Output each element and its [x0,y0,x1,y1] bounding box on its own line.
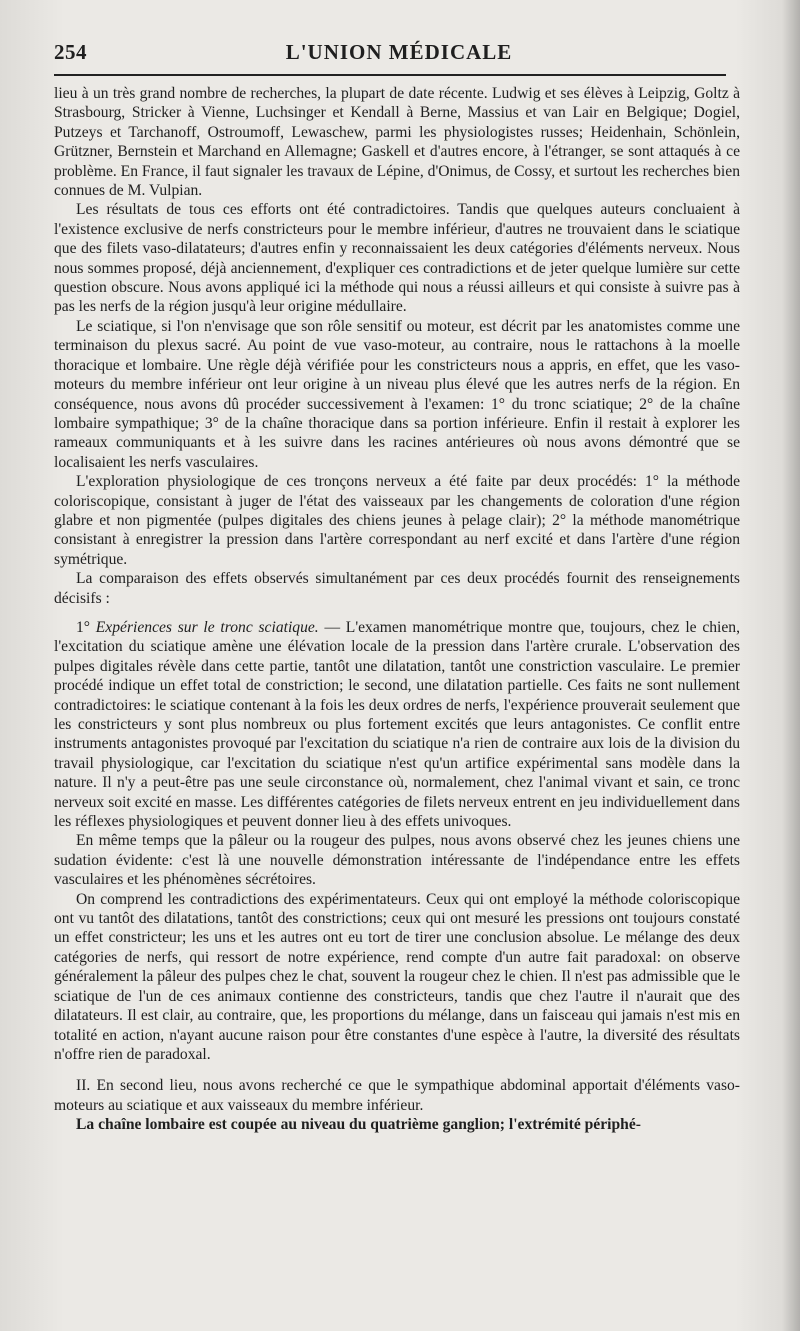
body-text [54,84,740,1135]
paragraph: On comprend les contradictions des expérimentateurs. Ceux qui ont employé la méthode coloriscopique ont vu tantôt des dilatations, tantôt des constrictions; ceux qui ont mesuré les pressions ont toujours constaté un effet constricteur; les uns et les autres ont eu tort de tirer une conclusion absolue. Le mélange des deux catégories de nerfs, qui ressort de notre expérience, rend compte d'un autre fait paradoxal: on observe généralement la pâleur des pulpes chez le chat, souvent la rougeur chez le chien. Il n'est pas admissible que le sciatique de l'un de ces animaux contienne des constricteurs, tandis que chez l'autre il n'aurait que des dilatateurs. Il est clair, au contraire, que, les proportions du mélange, dans un faisceau qui jamais n'est mis en totalité en action, n'ayant aucune raison pour être constantes d'une espèce à l'autre, la diversité des résultats n'offre rien de paradoxal. [54,890,740,1063]
page-edge-shadow [782,0,800,1331]
section-number: 1° [76,618,96,636]
page-header [54,38,744,72]
paragraph: L'exploration physiologique de ces tronçons nerveux a été faite par deux procédés: 1° la méthode coloriscopique, consistant à juger de l'état des vaisseaux par les changements de coloration d'une région glabre et non pigmentée (pulpes digitales des chiens jeunes à pelage clair); 2° la méthode manométrique consistant à enregistrer la pression dans l'artère correspondant au nerf excité et dans l'artère d'une région symétrique. [54,473,740,568]
paragraph: Le sciatique, si l'on n'envisage que son rôle sensitif ou moteur, est décrit par les anatomistes comme une terminaison du plexus sacré. Au point de vue vaso-moteur, au contraire, nous le rattachons à la moelle thoracique et lombaire. Une règle déjà vérifiée pour les constricteurs nous a appris, en effet, que les vaso-moteurs du membre inférieur ont leur origine à un niveau plus élevé que les autres nerfs de la région. En conséquence, nous avons dû procéder successivement à l'examen: 1° du tronc sciatique; 2° de la chaîne lombaire sympathique; 3° de la chaîne thoracique dans sa portion inférieure. Enfin il restait à explorer les rameaux communiquants et à les suivre dans les racines antérieures où nous avons démontré que se localisaient les nerfs vasculaires. [54,317,740,471]
paragraph: Les résultats de tous ces efforts ont été contradictoires. Tandis que quelques auteurs concluaient à l'existence exclusive de nerfs constricteurs pour le membre inférieur, d'autres ne trouvaient dans le sciatique que des filets vaso-dilatateurs; d'autres enfin y reconnaissaient les deux catégories d'éléments nerveux. Nous nous sommes proposé, déjà anciennement, d'expliquer ces contradictions et de jeter quelque lumière sur cette question obscure. Nous avons appliqué ici la méthode qui nous a réussi ailleurs et qui consiste à suivre pas à pas les nerfs de la région jusqu'à leur origine médullaire. [54,201,740,316]
paragraph: La comparaison des effets observés simultanément par ces deux procédés fournit des renseignements décisifs : [54,570,740,607]
running-title: L'UNION MÉDICALE [285,40,513,64]
paragraph: lieu à un très grand nombre de recherches, la plupart de date récente. Ludwig et ses élèves à Leipzig, Goltz à Strasbourg, Stricker à Vienne, Luchsinger et Kendall à Berne, Massius et van Lair en Belgique; Dogiel, Putzeys et Tarchanoff, Ostroumoff, Lewaschew, parmi les physiologistes russes; Heidenhain, Schönlein, Grützner, Bernstein et Marchand en Allemagne; Gaskell et d'autres encore, à l'étranger, se sont attaqués à ce problème. En France, il faut signaler les travaux de Lépine, d'Onimus, de Cossy, et surtout les recherches bien connues de M. Vulpian. [54,85,740,200]
paragraph: La chaîne lombaire est coupée au niveau du quatrième ganglion; l'extrémité périphé- [76,1116,641,1134]
paragraph: En même temps que la pâleur ou la rougeur des pulpes, nous avons observé chez les jeunes chiens une sudation évidente: c'est là une nouvelle démonstration intéressante de l'indépendance entre les effets vasculaires et les phénomènes sécrétoires. [54,832,740,889]
section-text: — L'examen manométrique montre que, toujours, chez le chien, l'excitation du sciatique amène une élévation locale de la pression dans l'artère crurale. L'observation des pulpes digitales révèle dans cette partie, tantôt une dilatation, tantôt une constriction vasculaire. Le premier procédé indique un effet total de constriction; le second, une dilatation partielle. Ces faits ne sont nullement contradictoires: le sciatique contenant à la fois les deux ordres de nerfs, l'expérience prouverait seulement que les constricteurs y sont plus nombreux ou plus fortement excités que leurs antagonistes. Ce conflit entre instruments antagonistes provoqué par l'excitation du sciatique n'a rien de contraire aux lois de la division du travail physiologique, car l'excitation du sciatique n'est qu'un artifice expérimental sans modèle dans la nature. Il n'y a peut-être pas une seule circonstance où, normalement, chez l'animal vivant et sain, ce tronc nerveux soit excité en masse. Les différentes catégories de filets nerveux entrent en jeu individuellement dans les réflexes physiologiques et peuvent donner lieu à des effets univoques. [54,618,740,831]
page-number: 254 [54,40,87,64]
header-rule [54,74,726,76]
paragraph: II. En second lieu, nous avons recherché ce que le sympathique abdominal apportait d'éléments vaso-moteurs au sciatique et aux vaisseaux du membre inférieur. [54,1077,740,1114]
section-paragraph [54,618,740,831]
section-heading: Expériences sur le tronc sciatique. [95,618,319,636]
